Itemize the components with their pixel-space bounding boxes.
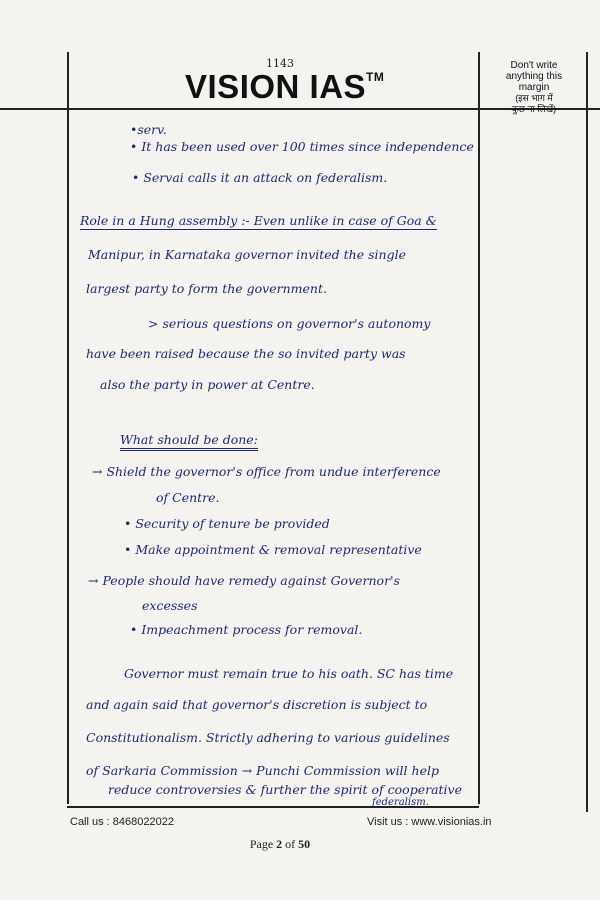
answer-line: > serious questions on governor's autonomy [148,316,431,331]
answer-line: of Centre. [156,490,220,505]
brand-name: VISION IAS [185,68,367,105]
answer-line: • Servai calls it an attack on federalism. [132,170,388,185]
margin-note [486,60,582,115]
page-total: 50 [298,837,311,851]
margin-note-line: Don't write [510,60,558,71]
answer-line: reduce controversies & further the spirit of cooperative [108,782,463,797]
answer-line: federalism. [372,797,429,808]
call-us-text: Call us : 8468022022 [70,816,174,828]
page-prefix: Page [249,837,274,851]
margin-note-line: anything this [505,71,563,82]
right-margin-rule [478,52,480,804]
brand-logo [185,68,405,106]
answer-line: largest party to form the government. [86,281,327,296]
answer-line: also the party in power at Centre. [100,377,315,392]
answer-line: • Security of tenure be provided [124,516,330,531]
answer-line: •serv. [130,122,167,137]
left-margin-rule [67,52,69,804]
answer-line: → Shield the governor's office from undue interference [92,464,441,479]
answer-line: • Impeachment process for removal. [130,622,363,637]
answer-line: have been raised because the so invited party was [86,346,406,361]
section-heading: What should be done: [120,432,258,451]
answer-line: Manipur, in Karnataka governor invited the single [88,247,406,262]
page-of: of [285,837,296,851]
answer-line: and again said that governor's discretion is subject to [86,697,428,712]
page-number [0,837,560,852]
page-current: 2 [276,837,283,851]
answer-line: → People should have remedy against Governor's [88,573,400,588]
answer-line: • It has been used over 100 times since independence [130,139,474,154]
page-code: 1143 [266,57,294,70]
answer-line: of Sarkaria Commission → Punchi Commission will help [86,763,439,778]
margin-note-line: margin [518,82,550,93]
margin-note-hindi: (इस भाग में [515,93,553,103]
answer-line: • Make appointment & removal representative [124,542,422,557]
visit-us-text: Visit us : www.visionias.in [367,816,492,828]
outer-right-rule [586,52,588,812]
answer-line: Role in a Hung assembly :- Even unlike in case of Goa & [80,213,437,228]
answer-line: Constitutionalism. Strictly adhering to various guidelines [86,730,450,745]
answer-line: Governor must remain true to his oath. SC has time [124,666,454,681]
trademark: TM [366,70,385,84]
margin-note-hindi: कुछ ना लिखें) [511,104,557,114]
answer-line: excesses [142,598,198,613]
